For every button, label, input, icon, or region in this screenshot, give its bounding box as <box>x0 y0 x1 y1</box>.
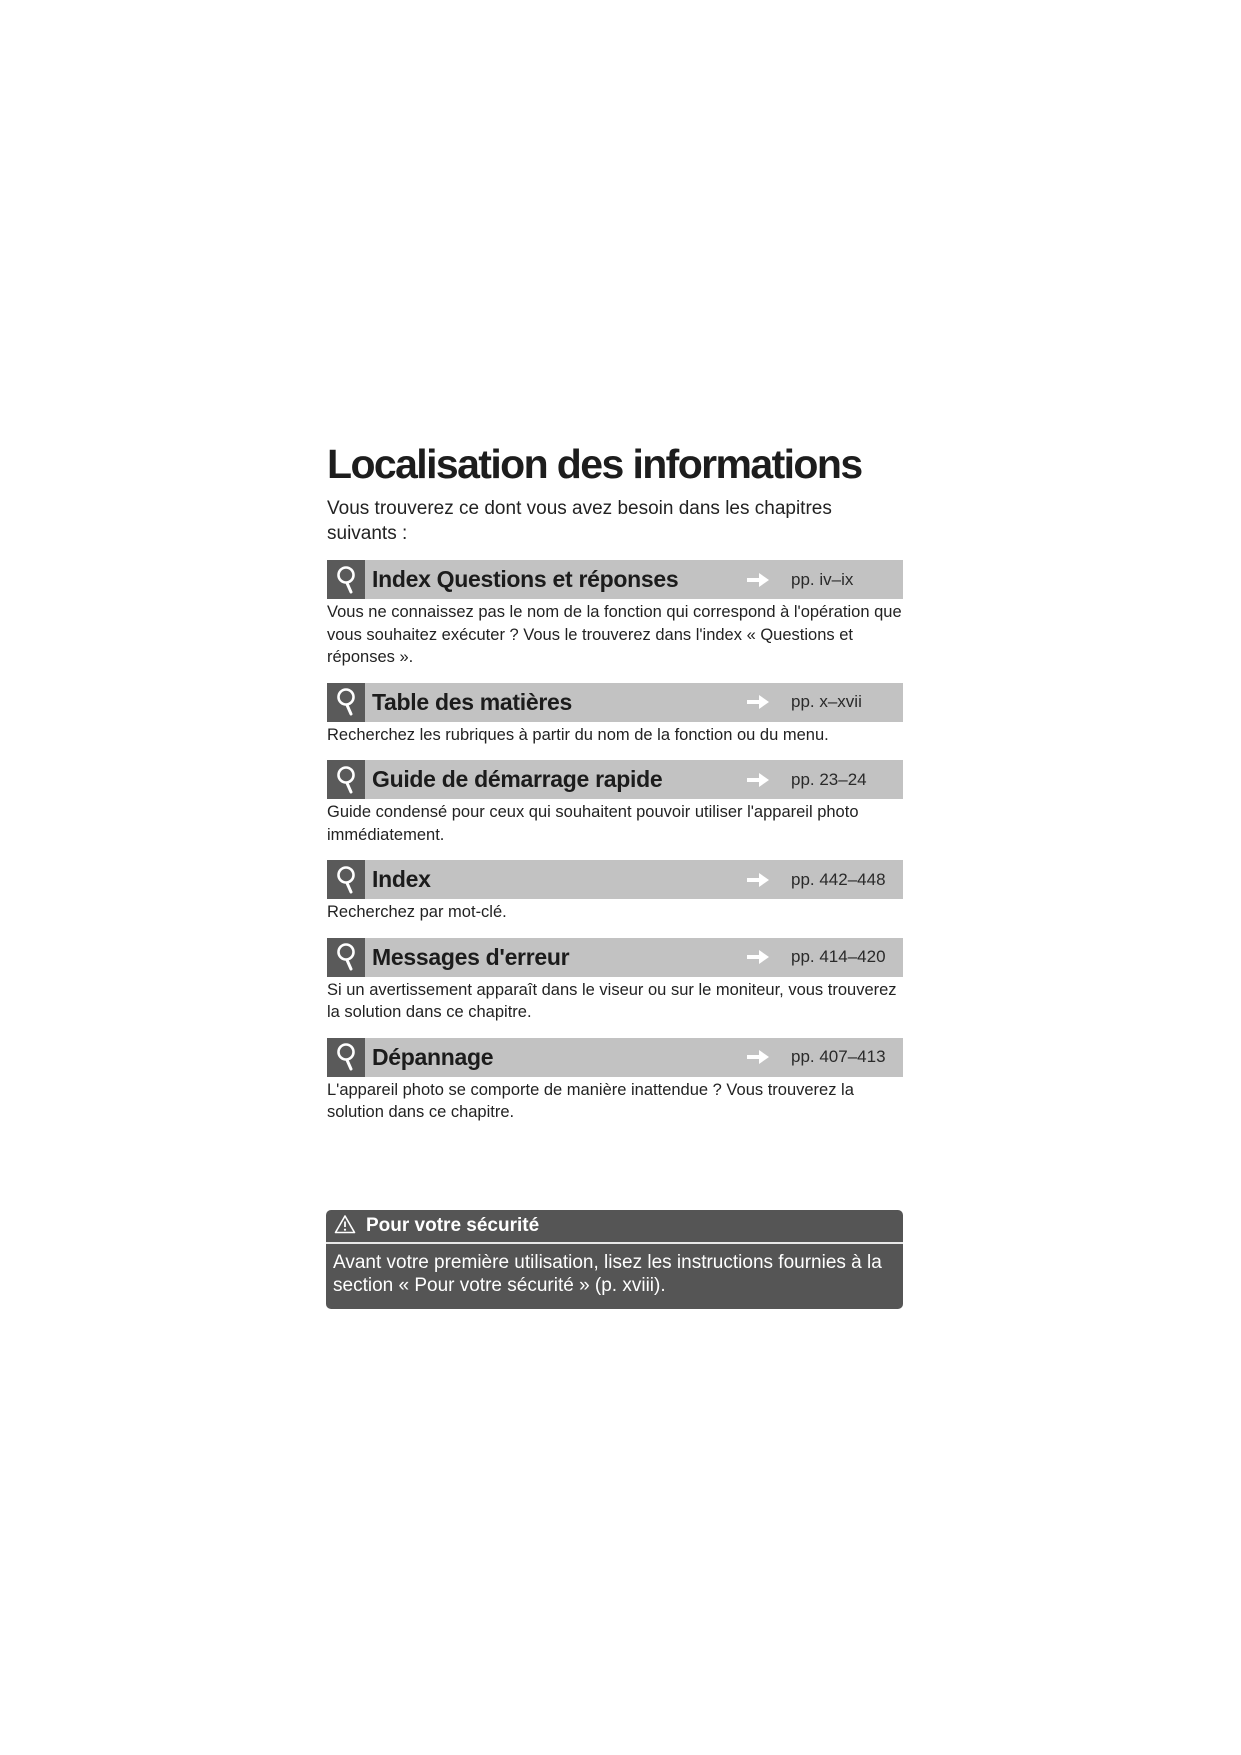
page-title: Localisation des informations <box>327 441 862 487</box>
section-header[interactable] <box>327 683 903 722</box>
safety-notice <box>326 1210 903 1309</box>
safety-title: Pour votre sécurité <box>366 1215 540 1236</box>
page-reference[interactable]: pp. 407–413 <box>791 1047 886 1066</box>
arrow-right-icon <box>745 692 771 712</box>
arrow-right-icon <box>745 870 771 890</box>
magnifier-icon <box>327 760 365 799</box>
section-title: Table des matières <box>372 688 572 715</box>
section-header[interactable] <box>327 860 903 899</box>
section-item <box>327 683 903 747</box>
section-header[interactable] <box>327 938 903 977</box>
section-description: L'appareil photo se comporte de manière inattendue ? Vous trouverez la solution dans ce chapitre. <box>327 1080 854 1121</box>
section-list <box>327 560 903 1124</box>
section-title: Index <box>372 866 431 892</box>
arrow-right-icon <box>745 947 771 967</box>
arrow-right-icon <box>745 770 771 790</box>
magnifier-icon <box>327 860 365 899</box>
arrow-right-icon <box>745 570 771 590</box>
safety-header <box>326 1210 903 1244</box>
page-reference[interactable]: pp. 442–448 <box>791 869 886 889</box>
page-reference[interactable]: pp. x–xvii <box>791 692 862 711</box>
section-item <box>327 860 903 924</box>
page-reference[interactable]: pp. 414–420 <box>791 947 886 966</box>
section-description: Recherchez les rubriques à partir du nom de la fonction ou du menu. <box>327 725 829 744</box>
magnifier-icon <box>327 560 365 599</box>
magnifier-icon <box>327 938 365 977</box>
warning-triangle-icon <box>334 1214 356 1239</box>
section-description: Si un avertissement apparaît dans le viseur ou sur le moniteur, vous trouverez la solution dans ce chapitre. <box>327 980 897 1021</box>
section-title: Dépannage <box>372 1043 494 1070</box>
section-title: Index Questions et réponses <box>372 566 679 592</box>
section-description: Vous ne connaissez pas le nom de la fonction qui correspond à l'opération que vous souhaitez exécuter ? Vous le trouverez dans l'index « Questions et réponses ». <box>327 603 902 666</box>
section-item <box>327 1038 903 1124</box>
section-title: Guide de démarrage rapide <box>372 766 663 792</box>
magnifier-icon <box>327 683 365 722</box>
arrow-right-icon <box>745 1047 771 1067</box>
section-header[interactable] <box>327 560 903 599</box>
page-reference[interactable]: pp. iv–ix <box>791 569 854 589</box>
section-title: Messages d'erreur <box>372 943 570 970</box>
section-item <box>327 560 903 669</box>
section-header[interactable] <box>327 760 903 799</box>
safety-body: Avant votre première utilisation, lisez les instructions fournies à la section « Pour votre sécurité » (p. xviii). <box>333 1252 882 1296</box>
section-description: Recherchez par mot-clé. <box>327 903 507 921</box>
page-reference[interactable]: pp. 23–24 <box>791 769 867 789</box>
section-description: Guide condensé pour ceux qui souhaitent pouvoir utiliser l'appareil photo immédiatement. <box>327 803 859 844</box>
intro-text: Vous trouverez ce dont vous avez besoin dans les chapitres suivants : <box>327 498 832 544</box>
section-header[interactable] <box>327 1038 903 1077</box>
page-content <box>327 438 903 1124</box>
section-item <box>327 760 903 846</box>
section-item <box>327 938 903 1024</box>
magnifier-icon <box>327 1038 365 1077</box>
